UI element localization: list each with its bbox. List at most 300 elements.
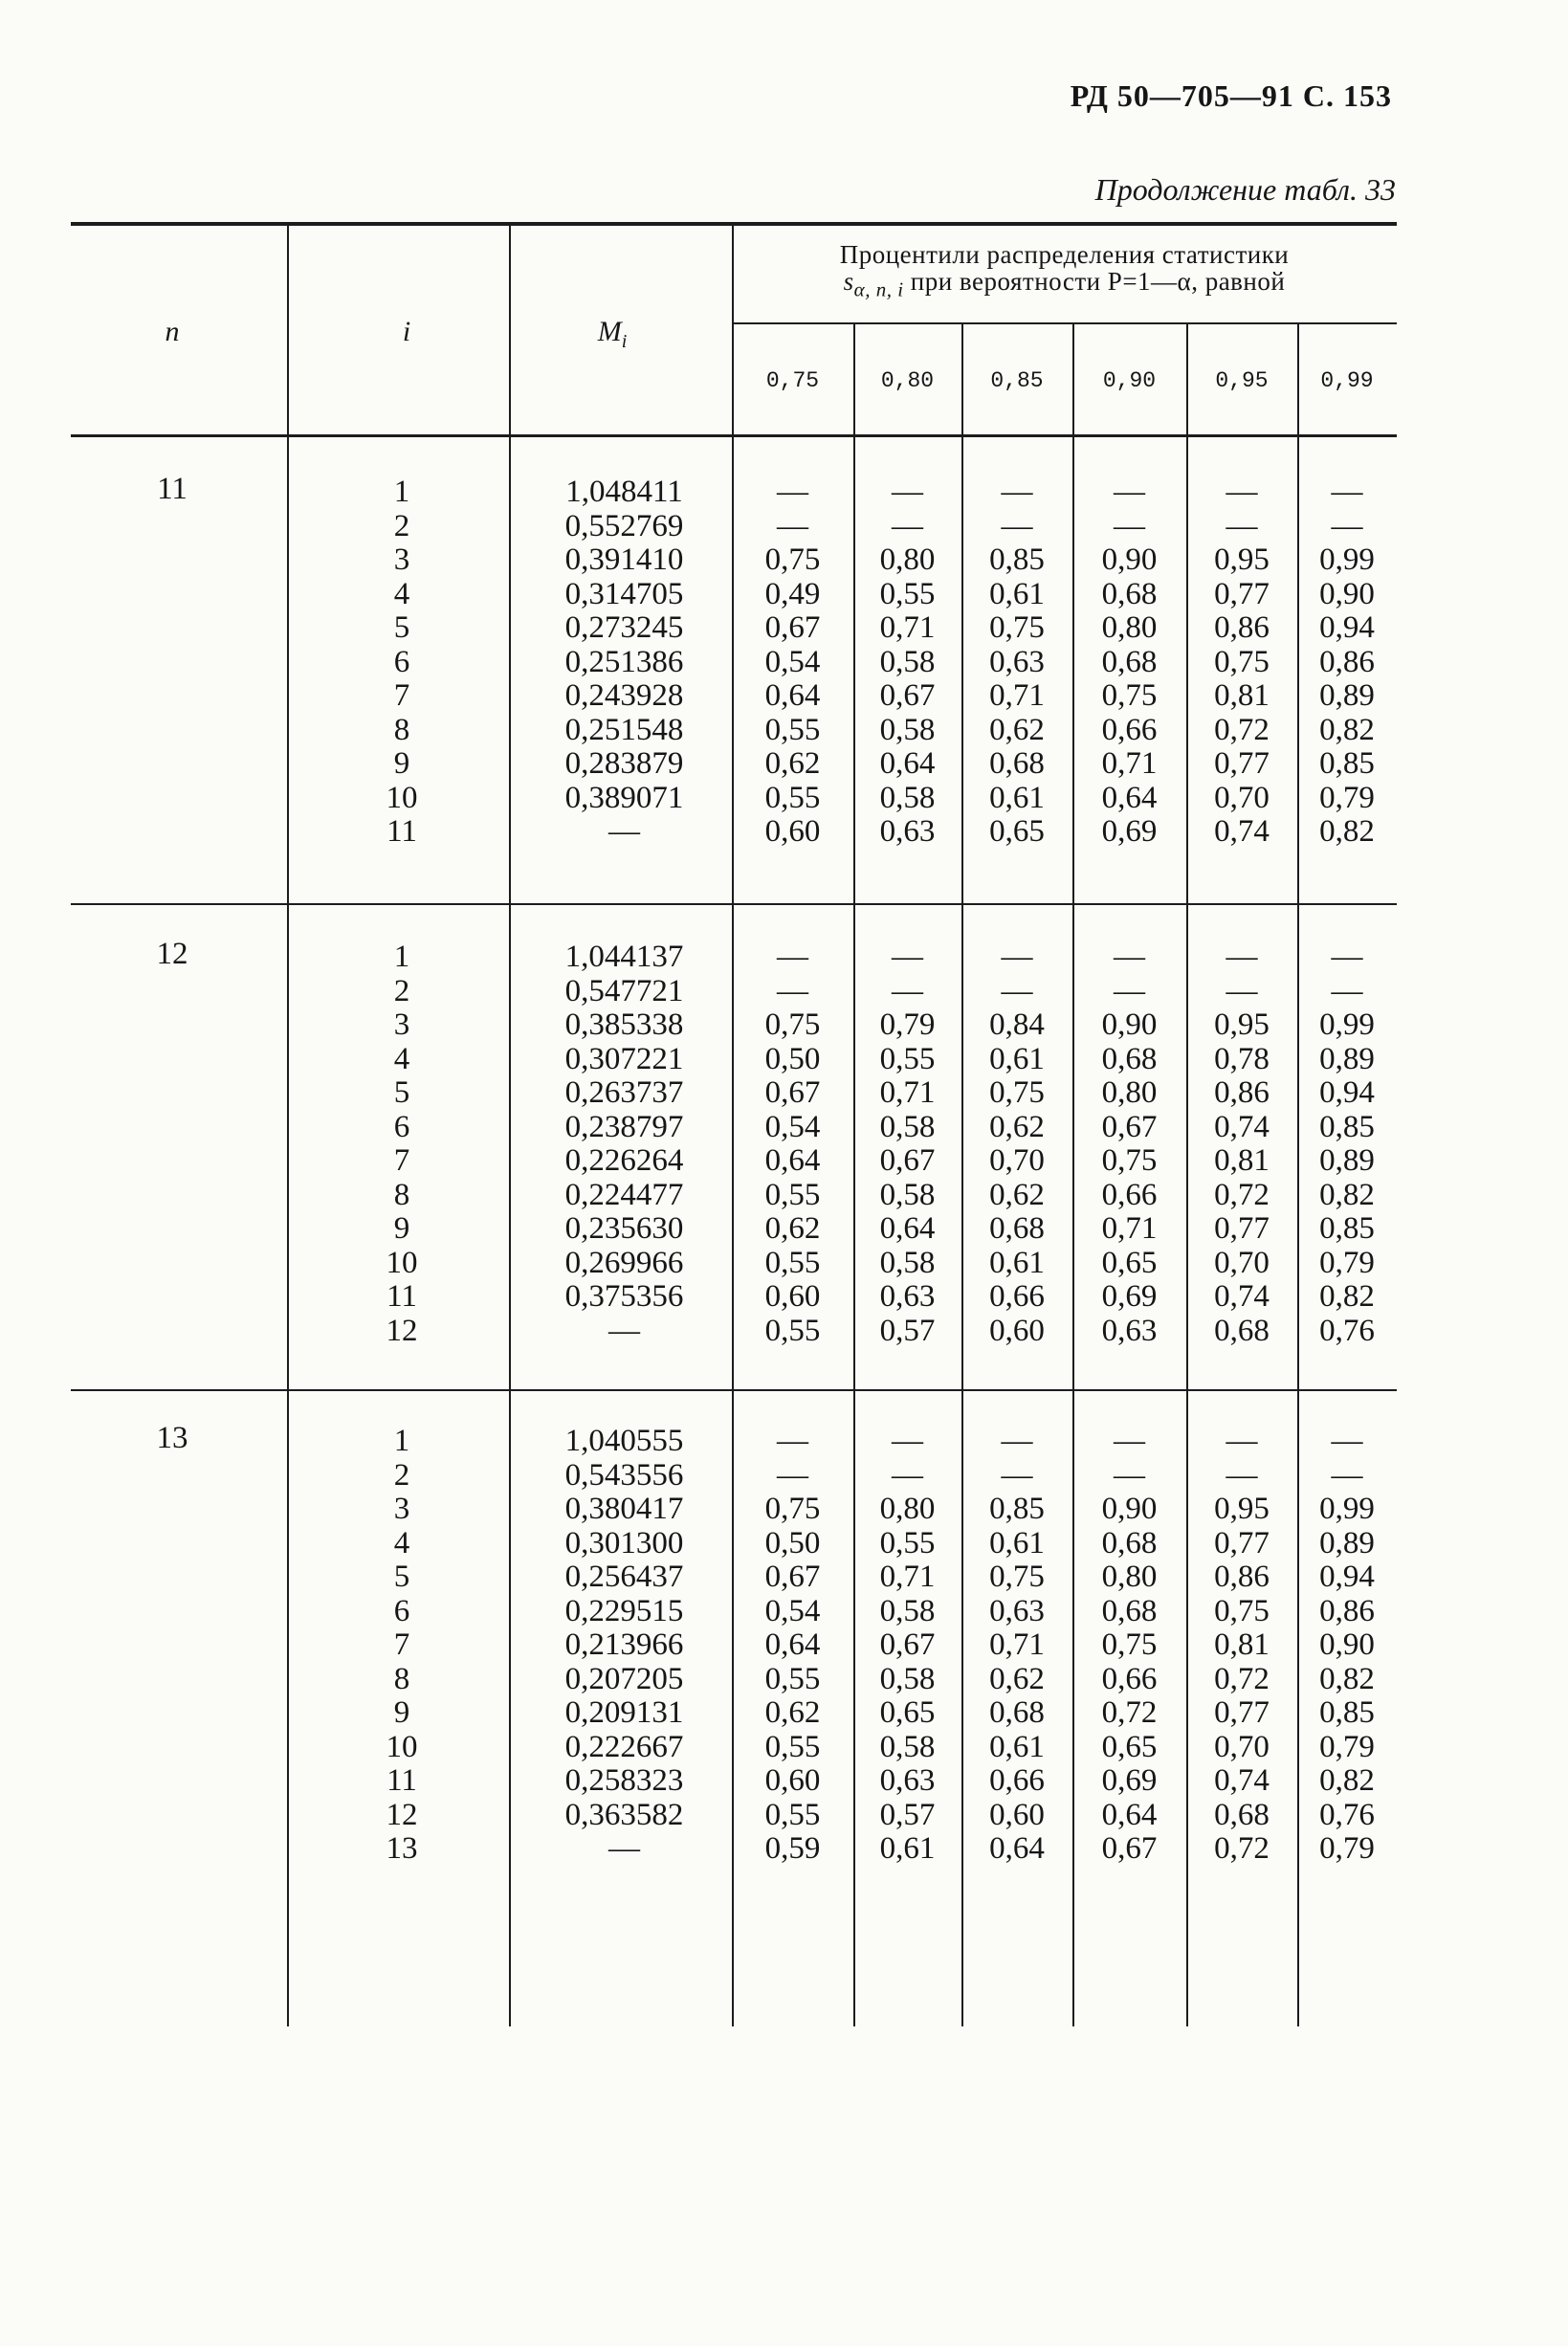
- row-i-value: 2: [393, 973, 410, 1008]
- row-m-value: 0,273245: [564, 610, 684, 645]
- row-i-value: 11: [386, 1763, 417, 1798]
- percentile-value: 0,67: [879, 1143, 936, 1178]
- percentile-value: 0,55: [764, 1729, 821, 1764]
- percentile-value: —: [1114, 508, 1145, 543]
- percentile-value: 0,58: [879, 1177, 936, 1212]
- percentile-value: 0,64: [764, 1143, 821, 1178]
- percentile-value: —: [1331, 1424, 1363, 1458]
- percentile-value: 0,68: [1101, 576, 1158, 611]
- percentile-value: 0,99: [1319, 1492, 1375, 1526]
- row-m-value: 0,269966: [564, 1245, 684, 1280]
- percentile-value: —: [1001, 1457, 1033, 1493]
- percentile-value: —: [777, 940, 808, 974]
- row-i-value: 9: [393, 1695, 410, 1730]
- percentile-value: 0,79: [1319, 1831, 1375, 1866]
- row-i-value: 7: [393, 1143, 410, 1178]
- row-m-value: 1,044137: [564, 940, 684, 974]
- percentile-value: 0,79: [1319, 1245, 1375, 1280]
- row-i-value: 8: [393, 1177, 410, 1212]
- percentile-value: —: [1001, 475, 1033, 509]
- percentile-value: 0,80: [879, 1492, 936, 1526]
- percentile-value: 0,80: [1101, 1560, 1158, 1594]
- percentile-value: 0,61: [989, 1729, 1045, 1764]
- percentile-value: 0,70: [1214, 1245, 1270, 1280]
- percentile-value: 0,81: [1214, 678, 1270, 713]
- percentile-value: 0,68: [1101, 1525, 1158, 1560]
- percentile-value: 0,75: [1101, 678, 1158, 713]
- percentile-value: 0,64: [764, 1627, 821, 1662]
- group-title-line2-rest: при вероятности P=1—α, равной: [910, 267, 1286, 296]
- percentile-value: 0,55: [764, 712, 821, 747]
- percentile-value: 0,85: [1319, 1695, 1375, 1730]
- percentile-value: —: [1226, 1457, 1258, 1493]
- row-m-value: 0,263737: [564, 1075, 684, 1110]
- percentile-value: 0,68: [989, 1695, 1045, 1730]
- percentile-value: 0,75: [764, 1492, 821, 1526]
- percentile-value: 0,58: [879, 1661, 936, 1696]
- percentile-value: 0,94: [1319, 1075, 1375, 1110]
- row-m-value: 0,243928: [564, 678, 684, 713]
- row-i-value: 9: [393, 746, 410, 781]
- percentile-value: 0,95: [1214, 1007, 1270, 1042]
- probability-header: 0,85: [990, 368, 1044, 393]
- percentile-value: 0,67: [1101, 1831, 1158, 1866]
- percentile-value: 0,95: [1214, 1492, 1270, 1526]
- row-m-value: 0,389071: [564, 780, 684, 815]
- percentile-value: 0,58: [879, 1593, 936, 1628]
- percentile-value: 0,89: [1319, 678, 1375, 713]
- row-i-value: 1: [393, 475, 410, 509]
- percentile-value: 0,63: [989, 644, 1045, 679]
- row-m-value: 0,547721: [564, 973, 684, 1008]
- column-header-m-symbol: M: [597, 316, 622, 347]
- percentile-value: 0,82: [1319, 1763, 1375, 1798]
- percentile-value: —: [892, 475, 923, 509]
- percentile-value: 0,63: [1101, 1313, 1158, 1348]
- percentile-value: —: [892, 1457, 923, 1493]
- percentile-value: 0,68: [1214, 1313, 1270, 1348]
- row-m-value: 0,207205: [564, 1661, 684, 1696]
- percentile-value: 0,90: [1101, 1492, 1158, 1526]
- percentile-value: 0,64: [764, 678, 821, 713]
- percentile-value: 0,66: [1101, 1661, 1158, 1696]
- percentile-value: 0,50: [764, 1525, 821, 1560]
- percentile-value: 0,80: [1101, 1075, 1158, 1110]
- percentile-value: 0,77: [1214, 1211, 1270, 1246]
- percentile-value: 0,57: [879, 1797, 936, 1832]
- percentile-value: 0,70: [1214, 780, 1270, 815]
- row-m-value: 0,543556: [564, 1457, 684, 1493]
- percentile-value: —: [1001, 940, 1033, 974]
- row-i-value: 2: [393, 1457, 410, 1493]
- percentile-value: 0,86: [1214, 1560, 1270, 1594]
- percentile-value: —: [1114, 973, 1145, 1008]
- percentile-value: 0,55: [879, 1041, 936, 1076]
- row-m-value: 1,040555: [564, 1424, 684, 1458]
- percentile-value: 0,60: [989, 1313, 1045, 1348]
- statistic-symbol: s: [843, 267, 854, 296]
- percentile-value: 0,65: [879, 1695, 936, 1730]
- percentile-value: 0,55: [764, 1661, 821, 1696]
- row-m-value: —: [608, 1313, 640, 1348]
- column-header-m: [564, 316, 660, 353]
- percentile-value: 0,71: [879, 1075, 936, 1110]
- percentile-value: 0,72: [1101, 1695, 1158, 1730]
- percentile-value: 0,85: [1319, 1109, 1375, 1144]
- percentile-value: 0,72: [1214, 1831, 1270, 1866]
- statistic-symbol-subscript: α, n, i: [853, 277, 904, 301]
- row-m-value: 1,048411: [565, 475, 683, 509]
- percentile-value: 0,95: [1214, 542, 1270, 577]
- percentile-value: 0,71: [1101, 1211, 1158, 1246]
- percentile-value: 0,90: [1101, 1007, 1158, 1042]
- percentile-value: 0,58: [879, 1245, 936, 1280]
- percentile-value: 0,82: [1319, 1177, 1375, 1212]
- percentile-value: 0,60: [764, 814, 821, 849]
- page-header: РД 50—705—91 С. 153: [1070, 78, 1392, 113]
- percentile-value: 0,67: [879, 1627, 936, 1662]
- percentile-value: —: [777, 973, 808, 1008]
- percentile-value: 0,80: [1101, 610, 1158, 645]
- row-i-value: 3: [393, 1007, 410, 1042]
- row-m-value: 0,256437: [564, 1560, 684, 1594]
- percentile-value: 0,49: [764, 576, 821, 611]
- percentile-value: 0,71: [989, 1627, 1045, 1662]
- percentile-value: 0,77: [1214, 1525, 1270, 1560]
- percentile-value: —: [777, 475, 808, 509]
- percentile-value: —: [1331, 973, 1363, 1008]
- row-i-value: 11: [386, 1279, 417, 1314]
- percentile-value: 0,55: [764, 780, 821, 815]
- percentile-value: 0,58: [879, 712, 936, 747]
- percentile-value: 0,63: [989, 1593, 1045, 1628]
- row-i-value: 3: [393, 542, 410, 577]
- row-m-value: 0,314705: [564, 576, 684, 611]
- percentile-value: 0,89: [1319, 1041, 1375, 1076]
- row-i-value: 8: [393, 712, 410, 747]
- percentile-value: 0,76: [1319, 1313, 1375, 1348]
- row-i-value: 10: [386, 780, 418, 815]
- column-header-i: i: [402, 316, 411, 347]
- percentile-value: 0,67: [1101, 1109, 1158, 1144]
- percentile-value: 0,78: [1214, 1041, 1270, 1076]
- column-header-n: n: [165, 316, 180, 347]
- row-i-value: 5: [393, 610, 410, 645]
- percentile-value: 0,68: [1101, 1593, 1158, 1628]
- probability-header: 0,99: [1320, 368, 1374, 393]
- probability-header: 0,95: [1215, 368, 1269, 393]
- percentile-value: 0,58: [879, 644, 936, 679]
- row-m-value: 0,363582: [564, 1797, 684, 1832]
- percentile-value: —: [777, 508, 808, 543]
- percentile-value: 0,81: [1214, 1627, 1270, 1662]
- percentile-value: —: [892, 973, 923, 1008]
- percentile-value: 0,62: [764, 1695, 821, 1730]
- percentile-value: 0,55: [879, 1525, 936, 1560]
- percentile-value: 0,65: [989, 814, 1045, 849]
- header-bottom-rule: [71, 434, 1397, 437]
- row-i-value: 1: [393, 1424, 410, 1458]
- column-rule: [509, 226, 511, 2026]
- row-i-value: 6: [393, 644, 410, 679]
- percentile-value: 0,82: [1319, 1279, 1375, 1314]
- percentile-value: 0,62: [764, 746, 821, 781]
- row-i-value: 5: [393, 1560, 410, 1594]
- percentile-value: 0,71: [1101, 746, 1158, 781]
- percentile-value: 0,77: [1214, 746, 1270, 781]
- row-m-value: —: [608, 814, 640, 849]
- percentile-value: —: [1001, 508, 1033, 543]
- percentile-value: —: [1226, 508, 1258, 543]
- row-m-value: 0,380417: [564, 1492, 684, 1526]
- percentile-value: 0,75: [989, 1560, 1045, 1594]
- row-i-value: 1: [393, 940, 410, 974]
- percentile-value: 0,60: [764, 1763, 821, 1798]
- group-title-line1: Процентили распределения статистики: [839, 240, 1290, 269]
- percentile-value: 0,61: [989, 780, 1045, 815]
- percentile-value: —: [1226, 973, 1258, 1008]
- probability-header: 0,75: [765, 368, 820, 393]
- percentile-value: 0,55: [764, 1797, 821, 1832]
- percentile-value: 0,61: [989, 1041, 1045, 1076]
- row-m-value: 0,391410: [564, 542, 684, 577]
- percentile-value: 0,74: [1214, 814, 1270, 849]
- row-i-value: 11: [386, 814, 417, 849]
- row-m-value: 0,283879: [564, 746, 684, 781]
- percentile-value: 0,59: [764, 1831, 821, 1866]
- percentile-value: —: [1226, 940, 1258, 974]
- percentile-value: 0,74: [1214, 1279, 1270, 1314]
- percentile-value: 0,81: [1214, 1143, 1270, 1178]
- percentile-value: —: [892, 940, 923, 974]
- percentile-value: 0,62: [989, 1661, 1045, 1696]
- row-i-value: 6: [393, 1593, 410, 1628]
- percentile-group-header: [732, 241, 1397, 302]
- column-rule: [287, 226, 289, 2026]
- percentile-value: 0,68: [989, 1211, 1045, 1246]
- percentile-value: 0,70: [989, 1143, 1045, 1178]
- row-i-value: 8: [393, 1661, 410, 1696]
- percentile-value: 0,61: [989, 1245, 1045, 1280]
- percentile-value: 0,58: [879, 1109, 936, 1144]
- row-i-value: 4: [393, 1525, 410, 1560]
- percentile-value: 0,62: [989, 1109, 1045, 1144]
- column-header-m-subscript: i: [621, 331, 628, 352]
- row-m-value: 0,307221: [564, 1041, 684, 1076]
- percentile-value: 0,72: [1214, 712, 1270, 747]
- percentile-value: —: [892, 1424, 923, 1458]
- percentile-value: 0,66: [1101, 712, 1158, 747]
- row-m-value: 0,301300: [564, 1525, 684, 1560]
- percentile-value: 0,82: [1319, 1661, 1375, 1696]
- percentile-value: 0,75: [1214, 644, 1270, 679]
- row-i-value: 7: [393, 678, 410, 713]
- percentile-value: 0,99: [1319, 1007, 1375, 1042]
- percentile-value: —: [777, 1457, 808, 1493]
- percentile-value: —: [1114, 1457, 1145, 1493]
- group-separator-rule: [71, 1389, 1397, 1391]
- row-m-value: 0,226264: [564, 1143, 684, 1178]
- percentile-value: 0,63: [879, 814, 936, 849]
- percentile-value: 0,85: [989, 1492, 1045, 1526]
- percentile-value: 0,68: [1101, 644, 1158, 679]
- percentile-value: 0,94: [1319, 610, 1375, 645]
- percentile-value: 0,61: [989, 1525, 1045, 1560]
- row-i-value: 12: [386, 1313, 418, 1348]
- percentile-value: 0,86: [1214, 1075, 1270, 1110]
- percentile-value: 0,67: [879, 678, 936, 713]
- row-m-value: 0,209131: [564, 1695, 684, 1730]
- percentile-value: —: [1001, 973, 1033, 1008]
- row-m-value: 0,251548: [564, 712, 684, 747]
- row-i-value: 9: [393, 1211, 410, 1246]
- row-i-value: 13: [386, 1831, 418, 1866]
- row-m-value: 0,235630: [564, 1211, 684, 1246]
- percentile-value: —: [1226, 475, 1258, 509]
- percentile-value: 0,75: [764, 542, 821, 577]
- percentile-value: 0,68: [1101, 1041, 1158, 1076]
- percentile-value: 0,69: [1101, 814, 1158, 849]
- percentile-value: 0,85: [1319, 746, 1375, 781]
- percentile-value: 0,75: [1101, 1143, 1158, 1178]
- row-m-value: 0,375356: [564, 1279, 684, 1314]
- percentile-value: 0,64: [989, 1831, 1045, 1866]
- percentile-value: 0,76: [1319, 1797, 1375, 1832]
- percentile-value: 0,70: [1214, 1729, 1270, 1764]
- percentile-value: 0,63: [879, 1763, 936, 1798]
- percentile-value: 0,94: [1319, 1560, 1375, 1594]
- percentile-value: 0,64: [879, 1211, 936, 1246]
- row-m-value: 0,229515: [564, 1593, 684, 1628]
- percentile-value: 0,80: [879, 542, 936, 577]
- percentile-value: —: [1114, 475, 1145, 509]
- row-i-value: 3: [393, 1492, 410, 1526]
- percentile-value: 0,57: [879, 1313, 936, 1348]
- row-m-value: 0,258323: [564, 1763, 684, 1798]
- probability-header: 0,80: [880, 368, 935, 393]
- percentile-value: 0,54: [764, 1109, 821, 1144]
- percentile-value: 0,54: [764, 644, 821, 679]
- percentile-value: 0,79: [1319, 780, 1375, 815]
- percentile-value: 0,64: [1101, 1797, 1158, 1832]
- table-caption: Продолжение табл. 33: [1094, 172, 1396, 207]
- row-m-value: 0,385338: [564, 1007, 684, 1042]
- percentile-value: 0,58: [879, 780, 936, 815]
- percentile-value: —: [1331, 1457, 1363, 1493]
- percentile-value: 0,65: [1101, 1729, 1158, 1764]
- percentile-value: 0,90: [1319, 576, 1375, 611]
- percentile-value: —: [777, 1424, 808, 1458]
- percentile-value: 0,90: [1101, 542, 1158, 577]
- percentile-value: 0,74: [1214, 1109, 1270, 1144]
- percentile-value: —: [892, 508, 923, 543]
- group-separator-rule: [71, 903, 1397, 905]
- group-n-value: 11: [157, 472, 188, 506]
- row-m-value: 0,213966: [564, 1627, 684, 1662]
- row-i-value: 7: [393, 1627, 410, 1662]
- percentile-value: 0,75: [1101, 1627, 1158, 1662]
- row-i-value: 4: [393, 576, 410, 611]
- percentile-value: 0,61: [879, 1831, 936, 1866]
- percentile-value: 0,75: [989, 610, 1045, 645]
- percentile-value: 0,90: [1319, 1627, 1375, 1662]
- percentile-value: —: [1114, 940, 1145, 974]
- row-m-value: 0,251386: [564, 644, 684, 679]
- row-m-value: 0,238797: [564, 1109, 684, 1144]
- percentile-value: 0,67: [764, 1075, 821, 1110]
- percentile-value: 0,68: [1214, 1797, 1270, 1832]
- percentile-value: 0,64: [879, 746, 936, 781]
- percentile-value: 0,75: [764, 1007, 821, 1042]
- percentile-value: 0,55: [764, 1177, 821, 1212]
- row-i-value: 6: [393, 1109, 410, 1144]
- percentile-value: —: [1331, 940, 1363, 974]
- percentile-value: —: [1331, 508, 1363, 543]
- percentile-value: 0,75: [989, 1075, 1045, 1110]
- row-i-value: 10: [386, 1245, 418, 1280]
- percentile-value: 0,72: [1214, 1177, 1270, 1212]
- percentile-value: 0,62: [989, 712, 1045, 747]
- percentile-value: 0,72: [1214, 1661, 1270, 1696]
- percentile-value: 0,89: [1319, 1525, 1375, 1560]
- percentile-value: 0,67: [764, 1560, 821, 1594]
- percentile-value: 0,79: [1319, 1729, 1375, 1764]
- percentile-value: 0,77: [1214, 1695, 1270, 1730]
- percentile-value: 0,74: [1214, 1763, 1270, 1798]
- table-top-rule: [71, 222, 1397, 226]
- percentile-value: 0,69: [1101, 1279, 1158, 1314]
- percentile-value: 0,71: [879, 610, 936, 645]
- percentile-value: 0,71: [879, 1560, 936, 1594]
- percentile-value: 0,60: [764, 1279, 821, 1314]
- percentile-value: 0,79: [879, 1007, 936, 1042]
- row-m-value: 0,224477: [564, 1177, 684, 1212]
- percentile-value: 0,85: [1319, 1211, 1375, 1246]
- percentile-value: —: [1001, 1424, 1033, 1458]
- percentile-value: 0,86: [1319, 644, 1375, 679]
- group-n-value: 13: [156, 1421, 188, 1455]
- percentile-value: 0,68: [989, 746, 1045, 781]
- percentile-value: 0,99: [1319, 542, 1375, 577]
- percentile-value: —: [1114, 1424, 1145, 1458]
- percentile-value: 0,55: [764, 1245, 821, 1280]
- row-i-value: 10: [386, 1729, 418, 1764]
- percentile-value: 0,82: [1319, 814, 1375, 849]
- percentile-value: 0,55: [764, 1313, 821, 1348]
- row-i-value: 12: [386, 1797, 418, 1832]
- percentile-value: 0,82: [1319, 712, 1375, 747]
- percentile-value: 0,89: [1319, 1143, 1375, 1178]
- percentile-value: 0,62: [764, 1211, 821, 1246]
- row-i-value: 4: [393, 1041, 410, 1076]
- percentile-value: 0,61: [989, 576, 1045, 611]
- percentile-value: 0,65: [1101, 1245, 1158, 1280]
- percentile-value: 0,77: [1214, 576, 1270, 611]
- percentile-value: 0,75: [1214, 1593, 1270, 1628]
- row-m-value: —: [608, 1831, 640, 1866]
- percentile-value: 0,71: [989, 678, 1045, 713]
- percentile-value: 0,50: [764, 1041, 821, 1076]
- percentile-value: 0,55: [879, 576, 936, 611]
- percentile-value: 0,66: [989, 1279, 1045, 1314]
- row-i-value: 2: [393, 508, 410, 543]
- percentile-value: 0,66: [989, 1763, 1045, 1798]
- percentile-value: 0,67: [764, 610, 821, 645]
- percentile-value: 0,69: [1101, 1763, 1158, 1798]
- row-m-value: 0,552769: [564, 508, 684, 543]
- percentile-value: 0,62: [989, 1177, 1045, 1212]
- percentile-value: 0,66: [1101, 1177, 1158, 1212]
